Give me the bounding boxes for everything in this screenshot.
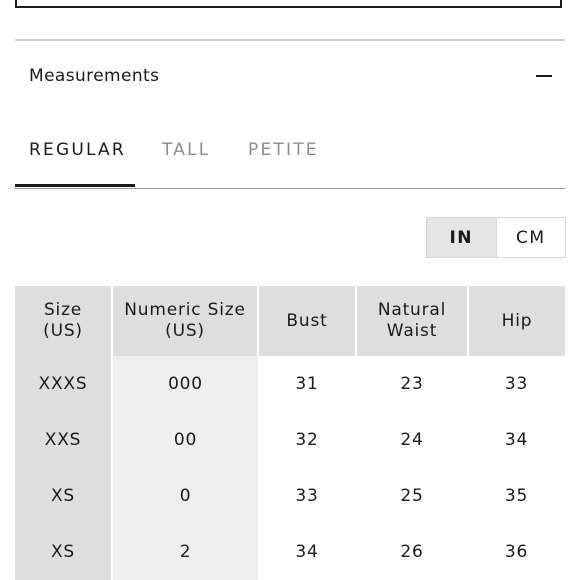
cell-size: XS (15, 524, 112, 580)
header-line: Bust (286, 310, 328, 331)
cell-numeric-size: 00 (112, 412, 258, 468)
header-line: (US) (43, 321, 83, 341)
size-tabs (15, 130, 565, 189)
section-divider (15, 39, 565, 41)
cell-hip: 33 (468, 356, 565, 412)
tab-regular[interactable]: REGULAR (29, 140, 126, 160)
cell-bust: 32 (258, 412, 356, 468)
top-select-box[interactable] (15, 0, 562, 8)
header-line: Waist (386, 321, 438, 341)
cell-bust: 33 (258, 468, 356, 524)
cell-hip: 34 (468, 412, 565, 468)
header-line: Numeric Size (124, 300, 246, 320)
unit-in-button[interactable]: IN (427, 218, 496, 257)
tab-tall[interactable]: TALL (162, 140, 211, 160)
header-bust (258, 286, 356, 356)
table-header-row (15, 286, 565, 356)
table-row (15, 412, 565, 468)
table-row (15, 524, 565, 580)
cell-hip: 35 (468, 468, 565, 524)
accordion-title: Measurements (29, 66, 160, 86)
header-size (15, 286, 112, 356)
size-chart-table (15, 286, 565, 580)
table-row (15, 356, 565, 412)
unit-toggle (426, 217, 566, 258)
header-line: Size (43, 300, 83, 320)
header-line: (US) (165, 321, 205, 341)
header-hip (468, 286, 565, 356)
cell-waist: 24 (356, 412, 468, 468)
cell-waist: 25 (356, 468, 468, 524)
header-line: Hip (501, 310, 533, 331)
table-row (15, 468, 565, 524)
cell-waist: 23 (356, 356, 468, 412)
header-line: Natural (377, 300, 447, 320)
cell-bust: 34 (258, 524, 356, 580)
cell-numeric-size: 2 (112, 524, 258, 580)
measurements-accordion-header[interactable] (15, 52, 565, 100)
cell-hip: 36 (468, 524, 565, 580)
cell-numeric-size: 0 (112, 468, 258, 524)
header-natural-waist (356, 286, 468, 356)
cell-numeric-size: 000 (112, 356, 258, 412)
cell-waist: 26 (356, 524, 468, 580)
cell-bust: 31 (258, 356, 356, 412)
minus-icon[interactable] (536, 75, 552, 77)
tab-petite[interactable]: PETITE (248, 140, 319, 160)
active-tab-indicator (15, 184, 135, 187)
cell-size: XXS (15, 412, 112, 468)
cell-size: XXXS (15, 356, 112, 412)
header-numeric-size (112, 286, 258, 356)
cell-size: XS (15, 468, 112, 524)
unit-cm-button[interactable]: CM (496, 218, 566, 257)
